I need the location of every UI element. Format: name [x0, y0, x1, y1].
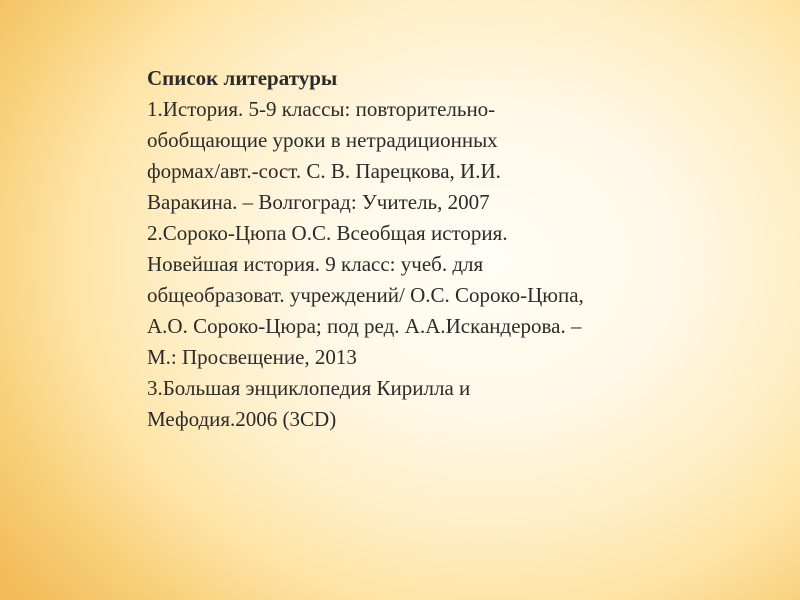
reference-line: Новейшая история. 9 класс: учеб. для	[147, 252, 484, 276]
bibliography-text-box	[147, 63, 767, 435]
reference-line: 2.Сороко-Цюпа О.С. Всеобщая история.	[147, 221, 508, 245]
reference-line: Мефодия.2006 (3CD)	[147, 407, 337, 431]
bibliography-heading: Список литературы	[147, 66, 338, 90]
reference-line: Варакина. – Волгоград: Учитель, 2007	[147, 190, 490, 214]
reference-item-3	[147, 373, 767, 435]
reference-line: общеобразоват. учреждений/ О.С. Сороко-Цюпа,	[147, 283, 584, 307]
reference-line: обобщающие уроки в нетрадиционных	[147, 128, 498, 152]
reference-line: М.: Просвещение, 2013	[147, 345, 357, 369]
reference-line: 3.Большая энциклопедия Кирилла и	[147, 376, 471, 400]
reference-line: 1.История. 5-9 классы: повторительно-	[147, 97, 496, 121]
reference-line: А.О. Сороко-Цюра; под ред. А.А.Искандерова. –	[147, 314, 582, 338]
reference-item-2	[147, 218, 767, 373]
reference-line: формах/авт.-сост. С. В. Парецкова, И.И.	[147, 159, 501, 183]
reference-item-1	[147, 94, 767, 218]
